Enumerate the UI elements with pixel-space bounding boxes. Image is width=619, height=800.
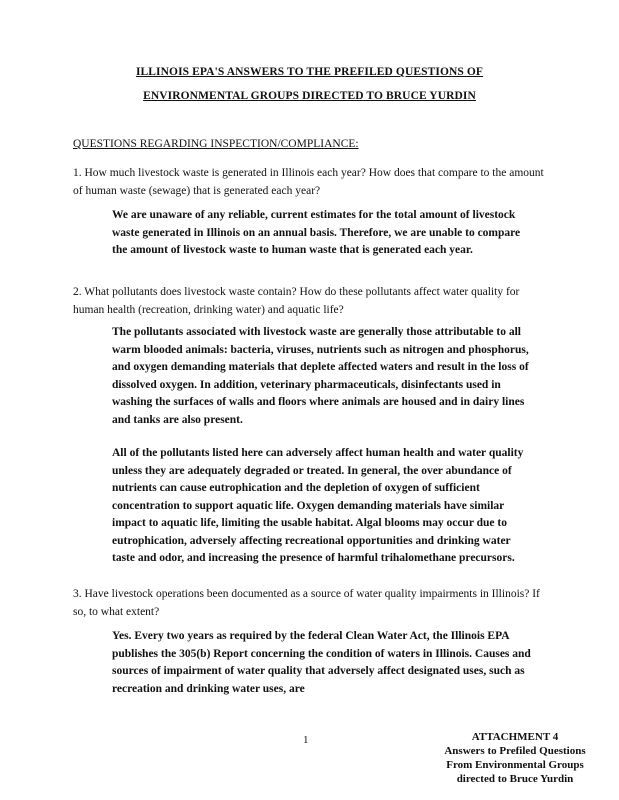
question-1: 1. How much livestock waste is generated in Illinois each year? How does that compare to the amount of human waste (sewage) that is generated each year? — [73, 167, 544, 197]
answer-1: We are unaware of any reliable, current estimates for the total amount of livestock waste generated in Illinois on an annual basis. Therefore, we are unable to compare the amount of livestock waste to human waste that is generated each year. — [112, 209, 521, 256]
question-2: 2. What pollutants does livestock waste contain? How do these pollutants affect water quality for human health (recreation, drinking water) and aquatic life? — [73, 286, 520, 316]
document-title-line-1: ILLINOIS EPA'S ANSWERS TO THE PREFILED QUESTIONS OF — [135, 66, 484, 78]
question-3: 3. Have livestock operations been documented as a source of water quality impairments in Illinois? If so, to what extent? — [73, 588, 540, 618]
attachment-label — [415, 730, 615, 786]
attachment-line-3: From Environmental Groups — [446, 759, 584, 771]
answer-3: Yes. Every two years as required by the federal Clean Water Act, the Illinois EPA publishes the 305(b) Report concerning the condition of waters in Illinois. Causes and sources of impairment of water quality that adversely affect designated uses, such as recreation and drinking water uses, are — [112, 630, 531, 695]
section-heading: QUESTIONS REGARDING INSPECTION/COMPLIANCE: — [73, 138, 359, 150]
answer-2-paragraph-2: All of the pollutants listed here can adversely affect human health and water quality unless they are adequately degraded or treated. In general, the over abundance of nutrients can cause eutrophication and the depletion of oxygen of sufficient concentration to support aquatic life. Oxygen demanding materials have similar impact to aquatic life, limiting the usable habitat. Algal blooms may occur due to eutrophication, adversely affecting recreational opportunities and drinking water taste and odor, and increasing the presence of harmful trihalomethane precursors. — [112, 447, 524, 564]
attachment-line-4: directed to Bruce Yurdin — [456, 773, 574, 785]
page-number: 1 — [303, 734, 309, 746]
attachment-line-1: ATTACHMENT 4 — [471, 731, 559, 743]
answer-2-paragraph-1: The pollutants associated with livestock waste are generally those attributable to all warm blooded animals: bacteria, viruses, nutrients such as nitrogen and phosphorus, and oxygen demanding materials that deplete affected waters and result in the loss of dissolved oxygen. In addition, veterinary pharmaceuticals, disinfectants used in washing the surfaces of walls and floors where animals are housed and in dairy lines and tanks are also present. — [112, 326, 529, 426]
attachment-line-2: Answers to Prefiled Questions — [444, 745, 586, 757]
document-title-line-2: ENVIRONMENTAL GROUPS DIRECTED TO BRUCE YURDIN — [143, 90, 476, 102]
